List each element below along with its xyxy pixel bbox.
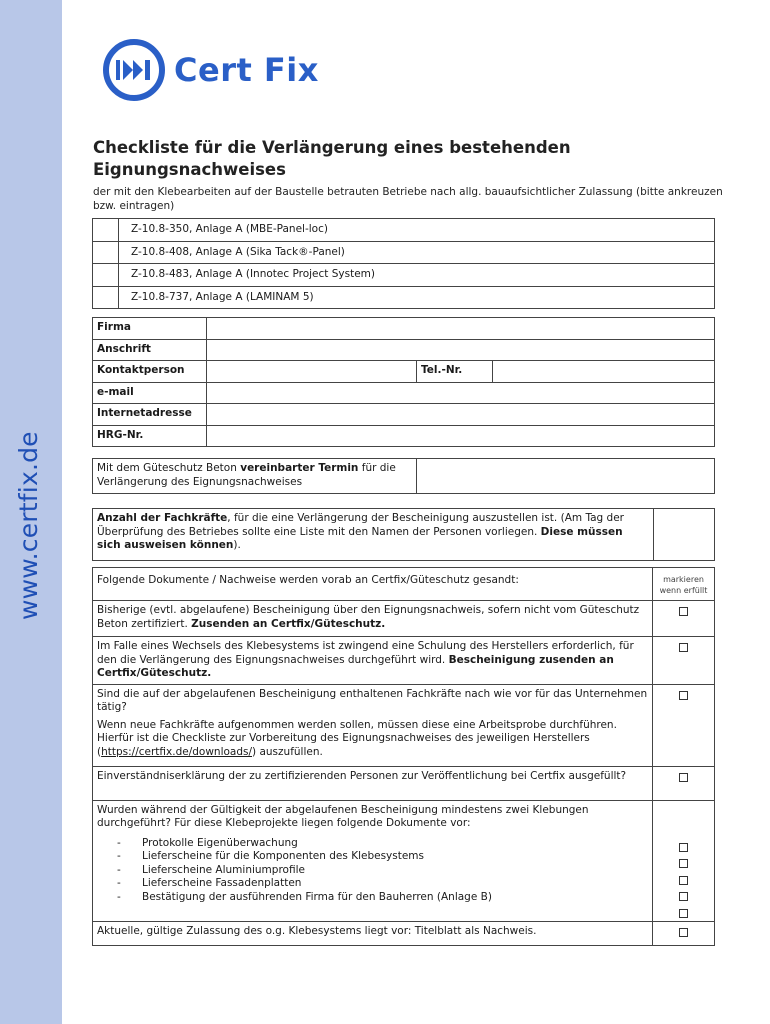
approval-row bbox=[93, 241, 715, 264]
documents-header-right: markieren wenn erfüllt bbox=[653, 568, 715, 601]
document-checkbox[interactable] bbox=[679, 859, 688, 868]
document-text: Aktuelle, gültige Zulassung des o.g. Klebesystems liegt vor: Titelblatt als Nachweis. bbox=[93, 921, 653, 945]
document-checkbox[interactable] bbox=[679, 843, 688, 852]
document-row bbox=[93, 601, 715, 637]
approval-label: Z-10.8-350, Anlage A (MBE-Panel-loc) bbox=[119, 219, 715, 242]
list-item: - Lieferscheine für die Komponenten des Klebesystems bbox=[117, 850, 425, 862]
document-checkbox[interactable] bbox=[679, 928, 688, 937]
approval-label: Z-10.8-408, Anlage A (Sika Tack®-Panel) bbox=[119, 241, 715, 264]
document-checkbox[interactable] bbox=[679, 909, 688, 918]
approval-checkbox[interactable] bbox=[93, 219, 119, 242]
list-item: - Lieferscheine Fassadenplatten bbox=[117, 877, 302, 889]
termin-field[interactable] bbox=[417, 459, 715, 494]
approval-row bbox=[93, 286, 715, 309]
approval-row bbox=[93, 219, 715, 242]
fachkraefte-table bbox=[92, 508, 715, 561]
approval-label: Z-10.8-483, Anlage A (Innotec Project System) bbox=[119, 264, 715, 287]
fast-forward-icon bbox=[102, 38, 166, 102]
downloads-link[interactable]: https://certfix.de/downloads/ bbox=[101, 745, 253, 758]
document-checkbox[interactable] bbox=[679, 876, 688, 885]
side-url: www.certfix.de bbox=[14, 431, 43, 620]
termin-table bbox=[92, 458, 715, 494]
internet-field[interactable] bbox=[207, 404, 715, 426]
documents-header: Folgende Dokumente / Nachweise werden vorab an Certfix/Güteschutz gesandt: bbox=[93, 568, 653, 601]
document-text: Einverständniserklärung der zu zertifizierenden Personen zur Veröffentlichung bei Certfix ausgefüllt? bbox=[93, 766, 653, 800]
approval-checkbox[interactable] bbox=[93, 264, 119, 287]
document-text: Wurden während der Gültigkeit der abgelaufenen Bescheinigung mindestens zwei Klebungen durchgeführt? Für diese Klebeprojekte liegen folgende Dokumente vor: - Protokolle Eigenüberwachung - Lieferscheine für die Komponenten des Klebesystems - Lieferscheine Aluminiumprofile - Lieferscheine Fassadenplatten - Bestätigung der ausführenden Firma für den Bauherren (Anlage B) bbox=[93, 800, 653, 921]
fachkraefte-label: Anzahl der Fachkräfte, für die eine Verlängerung der Bescheinigung auszustellen ist. (Am Tag der Überprüfung des Betriebes sollte eine Liste mit den Namen der Personen vorliegen. Diese müssen sich ausweisen können). bbox=[93, 509, 654, 561]
document-checkbox[interactable] bbox=[679, 892, 688, 901]
page-subtitle: der mit den Klebearbeiten auf der Baustelle betrauten Betriebe nach allg. bauaufsichtlicher Zulassung (bitte ankreuzen bzw. eintragen) bbox=[93, 186, 723, 212]
document-text: Bisherige (evtl. abgelaufene) Bescheinigung über den Eignungsnachweis, sofern nicht vom Güteschutz Beton zertifiziert. Zusenden an Certfix/Güteschutz. bbox=[93, 601, 653, 637]
termin-label: Mit dem Güteschutz Beton vereinbarter Termin für die Verlängerung des Eignungsnachweises bbox=[93, 459, 417, 494]
approvals-table bbox=[92, 218, 715, 309]
document-row bbox=[93, 637, 715, 685]
list-item: - Lieferscheine Aluminiumprofile bbox=[117, 863, 305, 876]
document-text: Sind die auf der abgelaufenen Bescheinigung enthaltenen Fachkräfte nach wie vor für das Unternehmen tätig? Wenn neue Fachkräfte aufgenommen werden sollen, müssen diese eine Arbeitsprobe durchführen. Hierfür ist die Checkliste zur Vorbereitung des Eignungsnachweises des jeweiligen Herstellers (https://certfix.de/downloads/) auszufüllen. bbox=[93, 684, 653, 766]
document-checkbox[interactable] bbox=[679, 773, 688, 782]
approval-label: Z-10.8-737, Anlage A (LAMINAM 5) bbox=[119, 286, 715, 309]
logo bbox=[102, 38, 319, 102]
document-row bbox=[93, 921, 715, 945]
document-row bbox=[93, 684, 715, 766]
documents-table bbox=[92, 567, 715, 946]
list-item: - Protokolle Eigenüberwachung bbox=[117, 836, 298, 849]
internet-label: Internetadresse bbox=[93, 404, 207, 426]
document-checkbox[interactable] bbox=[679, 643, 688, 652]
hrg-field[interactable] bbox=[207, 425, 715, 447]
logo-text: Cert Fix bbox=[174, 51, 319, 89]
firma-label: Firma bbox=[93, 318, 207, 340]
email-field[interactable] bbox=[207, 382, 715, 404]
kontakt-label: Kontaktperson bbox=[93, 361, 207, 383]
page-title: Checkliste für die Verlängerung eines bestehenden Eignungsnachweises bbox=[93, 138, 571, 179]
document-list bbox=[97, 837, 648, 905]
approval-checkbox[interactable] bbox=[93, 241, 119, 264]
document-row bbox=[93, 800, 715, 921]
documents-header-row bbox=[93, 568, 715, 601]
anschrift-label: Anschrift bbox=[93, 339, 207, 361]
hrg-label: HRG-Nr. bbox=[93, 425, 207, 447]
approval-row bbox=[93, 264, 715, 287]
kontakt-field[interactable] bbox=[207, 361, 417, 383]
document-checkbox[interactable] bbox=[679, 691, 688, 700]
fachkraefte-field[interactable] bbox=[654, 509, 715, 561]
anschrift-field[interactable] bbox=[207, 339, 715, 361]
document-row bbox=[93, 766, 715, 800]
document-checkbox[interactable] bbox=[679, 607, 688, 616]
tel-field[interactable] bbox=[493, 361, 715, 383]
email-label: e-mail bbox=[93, 382, 207, 404]
approval-checkbox[interactable] bbox=[93, 286, 119, 309]
tel-label: Tel.-Nr. bbox=[417, 361, 493, 383]
company-table bbox=[92, 317, 715, 447]
firma-field[interactable] bbox=[207, 318, 715, 340]
list-item: - Bestätigung der ausführenden Firma für den Bauherren (Anlage B) bbox=[117, 890, 492, 903]
document-text: Im Falle eines Wechsels des Klebesystems ist zwingend eine Schulung des Herstellers erforderlich, für den die Verlängerung des Eignungsnachweises durchgeführt wird. Bescheinigung zusenden an Certfix/Güteschutz. bbox=[93, 637, 653, 685]
